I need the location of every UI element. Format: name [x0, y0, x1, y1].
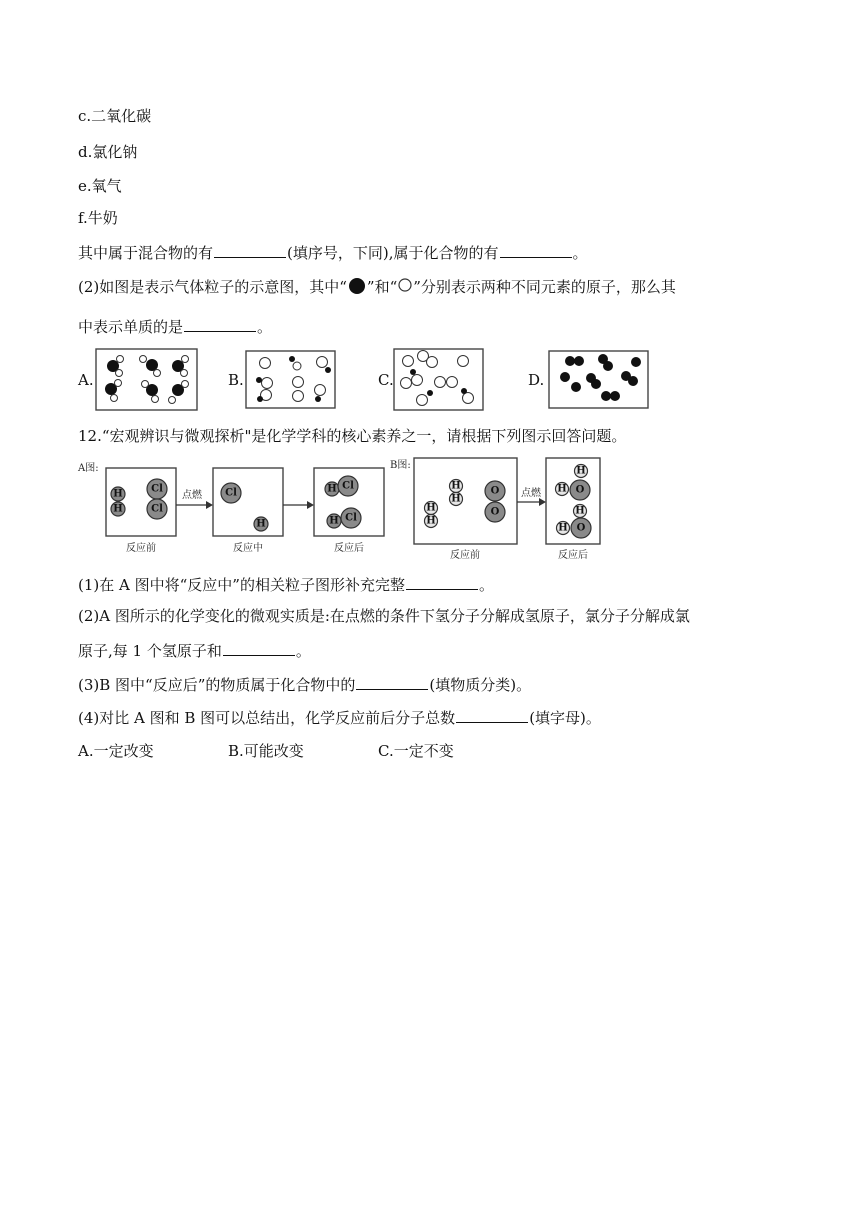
q11-part2-text2	[78, 316, 272, 337]
atom-label-cl: Cl	[345, 512, 357, 524]
atom-label-h: H	[113, 488, 123, 500]
option-c: c.二氧化碳	[78, 107, 152, 125]
figure-a-middle-caption: 反应中	[233, 543, 263, 554]
option-f: f.牛奶	[78, 209, 118, 227]
answer-blank[interactable]	[406, 574, 478, 590]
atom-label-h: H	[113, 503, 123, 515]
atom-label-cl: Cl	[225, 487, 237, 499]
atom-label-o: O	[490, 506, 500, 518]
figure-b	[388, 456, 604, 562]
choice-b-label[interactable]: B.	[228, 371, 244, 389]
choice-c-diagram	[393, 348, 484, 411]
q11-part2-e: 。	[257, 318, 273, 336]
figure-b-before-box	[414, 458, 517, 544]
q12-sub4-b: (填字母)。	[529, 709, 601, 727]
choice-c-label[interactable]: C.	[378, 371, 394, 389]
atom-label-h: H	[576, 465, 586, 477]
q11-part1-c: 。	[572, 244, 588, 262]
q12-title: 12.“宏观辨识与微观探析"是化学学科的核心素养之一，请根据下列图示回答问题。	[78, 427, 627, 445]
atom-label-cl: Cl	[151, 503, 163, 515]
q12-sub1-b: 。	[478, 576, 494, 594]
q12-sub2-b: 原子,每 1 个氢原子和	[78, 642, 222, 660]
choice-d-diagram	[548, 350, 649, 409]
option-e: e.氧气	[78, 177, 122, 195]
figure-a-before-caption: 反应前	[126, 543, 156, 554]
answer-choice-c[interactable]: C.一定不变	[378, 742, 454, 760]
answer-choice-a[interactable]: A.一定改变	[78, 742, 154, 760]
atom-label-o: O	[575, 484, 585, 496]
figure-a-middle-box	[213, 468, 283, 536]
atom-label-o: O	[576, 522, 586, 534]
choice-a-diagram	[95, 348, 198, 411]
answer-choice-b[interactable]: B.可能改变	[228, 742, 304, 760]
q12-sub4-a: (4)对比 A 图和 B 图可以总结出，化学反应前后分子总数	[78, 709, 456, 727]
option-d: d.氯化钠	[78, 143, 138, 161]
atom-label-h: H	[426, 515, 436, 527]
choice-b-diagram	[245, 350, 336, 409]
figure-a-arrow-label: 点燃	[182, 490, 202, 501]
q12-sub3-a: (3)B 图中“反应后”的物质属于化合物中的	[78, 676, 356, 694]
q12-sub1-a: (1)在 A 图中将“反应中”的相关粒子图形补充完整	[78, 576, 405, 594]
answer-blank[interactable]	[223, 640, 295, 656]
q12-sub2-line2	[78, 640, 311, 661]
atom-label-h: H	[451, 493, 461, 505]
answer-blank[interactable]	[356, 674, 428, 690]
figure-a	[76, 456, 394, 558]
q11-part2-d: 中表示单质的是	[78, 318, 184, 336]
figure-a-label: A图:	[78, 463, 99, 474]
q12-sub4	[78, 707, 601, 728]
q11-part1-text	[78, 242, 588, 263]
q11-part1-b: (填序号，下同),属于化合物的有	[287, 244, 499, 262]
q12-sub3-b: (填物质分类)。	[429, 676, 532, 694]
q12-sub1	[78, 574, 494, 595]
black-atom-icon	[347, 277, 367, 295]
q12-sub3	[78, 674, 531, 695]
atom-label-cl: Cl	[342, 480, 354, 492]
q12-sub2-c: 。	[295, 642, 311, 660]
atom-label-h: H	[426, 502, 436, 514]
atom-label-h: H	[557, 483, 567, 495]
figure-b-before-caption: 反应前	[450, 550, 480, 561]
figure-b-arrow-label: 点燃	[521, 488, 541, 499]
answer-blank[interactable]	[214, 242, 286, 258]
q11-part2-c: ”分别表示两种不同元素的原子，那么其	[413, 278, 676, 296]
atom-label-h: H	[329, 515, 339, 527]
q11-part2-text	[78, 277, 676, 297]
answer-blank[interactable]	[500, 242, 572, 258]
answer-blank[interactable]	[456, 707, 528, 723]
q11-part2-b: ”和“	[366, 278, 398, 296]
figure-b-after-caption: 反应后	[558, 550, 588, 561]
atom-label-h: H	[256, 518, 266, 530]
q12-sub2-line1: (2)A 图所示的化学变化的微观实质是:在点燃的条件下氢分子分解成氢原子，氯分子分解成氯	[78, 607, 690, 625]
choice-a-label[interactable]: A.	[78, 371, 94, 389]
atom-label-h: H	[327, 483, 337, 495]
atom-label-h: H	[575, 505, 585, 517]
atom-label-h: H	[451, 480, 461, 492]
figure-b-label: B图:	[390, 460, 411, 471]
atom-label-cl: Cl	[151, 483, 163, 495]
white-atom-icon	[397, 277, 413, 295]
answer-blank[interactable]	[184, 316, 256, 332]
choice-d-label[interactable]: D.	[528, 371, 545, 389]
atom-label-o: O	[490, 485, 500, 497]
q11-part1-a: 其中属于混合物的有	[78, 244, 214, 262]
q11-part2-a: (2)如图是表示气体粒子的示意图，其中“	[78, 278, 347, 296]
atom-label-h: H	[558, 522, 568, 534]
figure-a-after-caption: 反应后	[334, 543, 364, 554]
